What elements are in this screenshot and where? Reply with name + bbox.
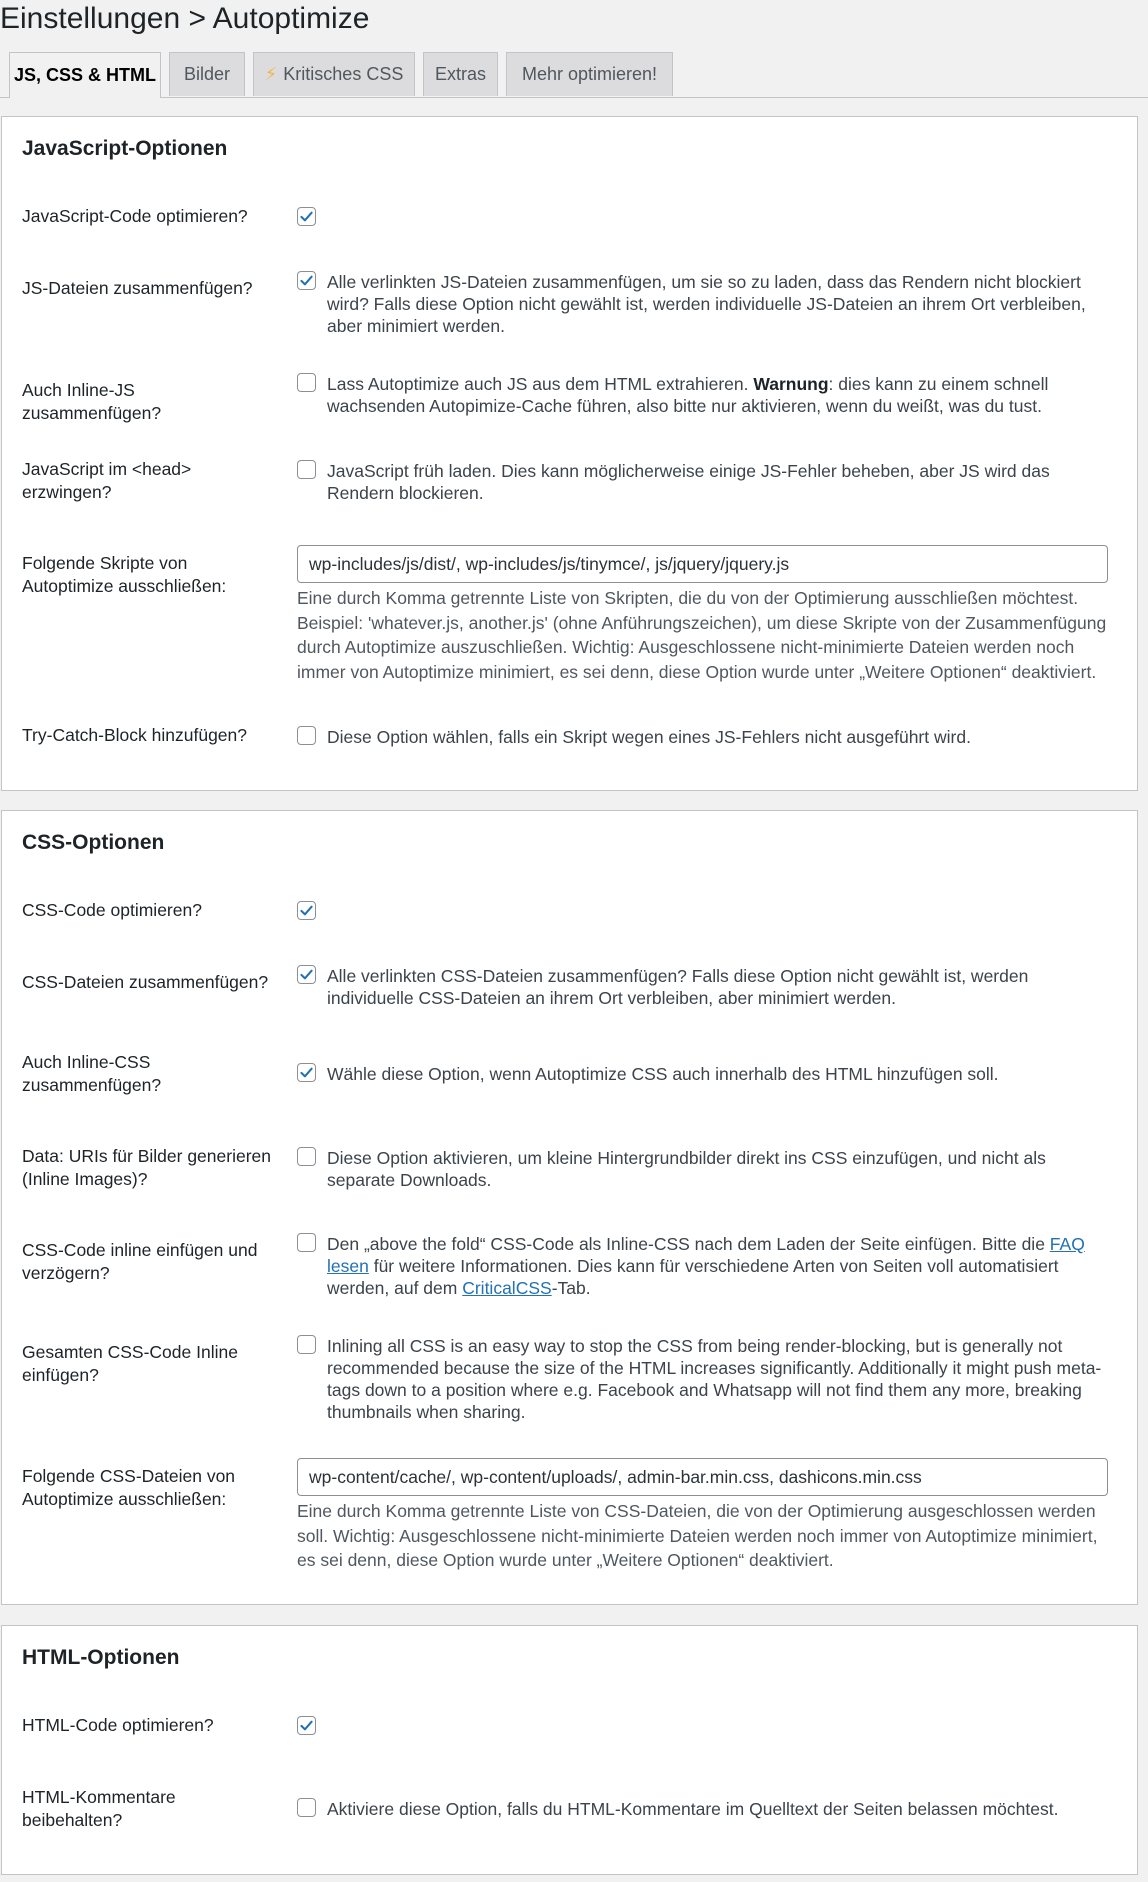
js-optimize-checkbox[interactable] <box>297 207 316 226</box>
html-keepcomments-label: HTML-Kommentare beibehalten? <box>22 1787 176 1830</box>
page-title: Einstellungen > Autoptimize <box>0 2 370 35</box>
js-aggregate-checkbox[interactable] <box>297 271 316 290</box>
css-inlineall-label: Gesamten CSS-Code Inline einfügen? <box>22 1342 238 1385</box>
css-datauris-label: Data: URIs für Bilder generieren (Inline Images)? <box>22 1146 271 1189</box>
js-inline-description: Lass Autoptimize auch JS aus dem HTML extrahieren. Warnung: dies kann zu einem schnell wachsenden Autopimize-Cache führen, also bitte nur aktivieren, wenn du weißt, was du tust. <box>327 374 1049 416</box>
js-optimize-label: JavaScript-Code optimieren? <box>22 206 248 226</box>
css-inline-checkbox[interactable] <box>297 1063 316 1082</box>
js-exclude-label: Folgende Skripte von Autoptimize ausschließen: <box>22 553 227 596</box>
css-defer-label: CSS-Code inline einfügen und verzögern? <box>22 1240 258 1283</box>
js-forcehead-label: JavaScript im <head> erzwingen? <box>22 459 192 502</box>
tab-bilder[interactable] <box>169 52 245 96</box>
css-exclude-help: Eine durch Komma getrennte Liste von CSS-Dateien, die von der Optimierung ausgeschlossen werden soll. Wichtig: Ausgeschlossene nicht-minimierte Dateien werden noch immer von Autoptimize minimiert, es sei denn, diese Option wurde unter „Weitere Optionen“ deaktiviert. <box>297 1501 1098 1570</box>
js-aggregate-description: Alle verlinkten JS-Dateien zusammenfügen, um sie so zu laden, dass das Rendern nicht blockiert wird? Falls diese Option nicht gewählt ist, werden individuelle JS-Dateien an ihrem Ort verbleiben, aber minimiert werden. <box>327 272 1086 336</box>
tab-label: Mehr optimieren! <box>521 64 658 84</box>
tab-bar <box>0 52 1148 98</box>
tab-label: Kritisches CSS <box>283 64 404 84</box>
html-keepcomments-checkbox[interactable] <box>297 1798 316 1817</box>
tab-js-css-html[interactable] <box>9 52 161 98</box>
css-datauris-checkbox[interactable] <box>297 1147 316 1166</box>
section-title: CSS-Optionen <box>22 831 165 854</box>
css-aggregate-description: Alle verlinkten CSS-Dateien zusammenfügen? Falls diese Option nicht gewählt ist, werden individuelle CSS-Dateien an ihrem Ort verbleiben, aber minimiert werden. <box>327 966 1029 1008</box>
section-title: HTML-Optionen <box>22 1646 180 1669</box>
css-exclude-label: Folgende CSS-Dateien von Autoptimize ausschließen: <box>22 1466 236 1509</box>
css-inline-description: Wähle diese Option, wenn Autoptimize CSS auch innerhalb des HTML hinzufügen soll. <box>327 1064 999 1084</box>
checkmark-icon <box>298 966 315 983</box>
css-options-panel <box>1 810 1138 1605</box>
css-aggregate-label: CSS-Dateien zusammenfügen? <box>22 972 269 992</box>
css-defer-description: Den „above the fold“ CSS-Code als Inline-CSS nach dem Laden der Seite einfügen. Bitte die FAQ lesen für weitere Informationen. Dies kann für verschiedene Arten von Seiten voll automatisiert werden, auf dem CriticalCSS-Tab. <box>327 1234 1085 1298</box>
js-aggregate-label: JS-Dateien zusammenfügen? <box>22 278 253 298</box>
css-inline-label: Auch Inline-CSS zusammenfügen? <box>22 1052 162 1095</box>
js-options-panel <box>1 116 1138 791</box>
tab-label: JS, CSS & HTML <box>13 65 156 85</box>
checkmark-icon <box>298 1717 315 1734</box>
checkmark-icon <box>298 208 315 225</box>
css-datauris-description: Diese Option aktivieren, um kleine Hintergrundbilder direkt ins CSS einzufügen, und nicht als separate Downloads. <box>327 1148 1046 1190</box>
js-trycatch-description: Diese Option wählen, falls ein Skript wegen eines JS-Fehlers nicht ausgeführt wird. <box>327 727 971 747</box>
lightning-bolt-icon: ⚡ <box>264 64 278 84</box>
css-defer-checkbox[interactable] <box>297 1233 316 1252</box>
faq-link[interactable]: FAQ lesen <box>327 1234 1085 1276</box>
js-forcehead-description: JavaScript früh laden. Dies kann möglicherweise einige JS-Fehler beheben, aber JS wird das Rendern blockieren. <box>327 461 1050 503</box>
html-optimize-checkbox[interactable] <box>297 1716 316 1735</box>
js-exclude-input[interactable] <box>297 545 1108 583</box>
css-exclude-input[interactable] <box>297 1458 1108 1496</box>
js-inline-label: Auch Inline-JS zusammenfügen? <box>22 380 162 423</box>
html-keepcomments-description: Aktiviere diese Option, falls du HTML-Kommentare im Quelltext der Seiten belassen möchtest. <box>327 1799 1059 1819</box>
js-inline-checkbox[interactable] <box>297 373 316 392</box>
js-trycatch-label: Try-Catch-Block hinzufügen? <box>22 725 248 745</box>
checkmark-icon <box>298 272 315 289</box>
js-trycatch-checkbox[interactable] <box>297 726 316 745</box>
css-inlineall-checkbox[interactable] <box>297 1335 316 1354</box>
checkmark-icon <box>298 1064 315 1081</box>
tab-extras[interactable] <box>423 52 498 96</box>
css-optimize-label: CSS-Code optimieren? <box>22 900 202 920</box>
section-title: JavaScript-Optionen <box>22 137 228 160</box>
tab-label: Extras <box>434 64 486 84</box>
tab-mehr-optimieren[interactable] <box>506 52 673 96</box>
js-exclude-help: Eine durch Komma getrennte Liste von Skripten, die du von der Optimierung ausschließen möchtest. Beispiel: 'whatever.js, another.js' (ohne Anführungszeichen), um diese Skripte von der Zusammenfügung durch Autoptimize auszuschließen. Wichtig: Ausgeschlossene nicht-minimierte Dateien werden noch immer von Autoptimize minimiert, es sei denn, diese Option wurde unter „Weitere Optionen“ deaktiviert. <box>297 588 1107 682</box>
js-forcehead-checkbox[interactable] <box>297 460 316 479</box>
css-optimize-checkbox[interactable] <box>297 901 316 920</box>
css-aggregate-checkbox[interactable] <box>297 965 316 984</box>
tab-label: Bilder <box>183 64 231 84</box>
tab-kritisches-css[interactable] <box>253 52 415 96</box>
html-options-panel <box>1 1625 1138 1875</box>
checkmark-icon <box>298 902 315 919</box>
html-optimize-label: HTML-Code optimieren? <box>22 1715 214 1735</box>
css-inlineall-description: Inlining all CSS is an easy way to stop the CSS from being render-blocking, but is generally not recommended because the size of the HTML increases significantly. Additionally it might push meta-tags down to a position where e.g. Facebook and Whatsapp will not find them any more, breaking thumbnails when sharing. <box>327 1336 1102 1422</box>
criticalcss-link[interactable]: CriticalCSS <box>462 1278 552 1298</box>
